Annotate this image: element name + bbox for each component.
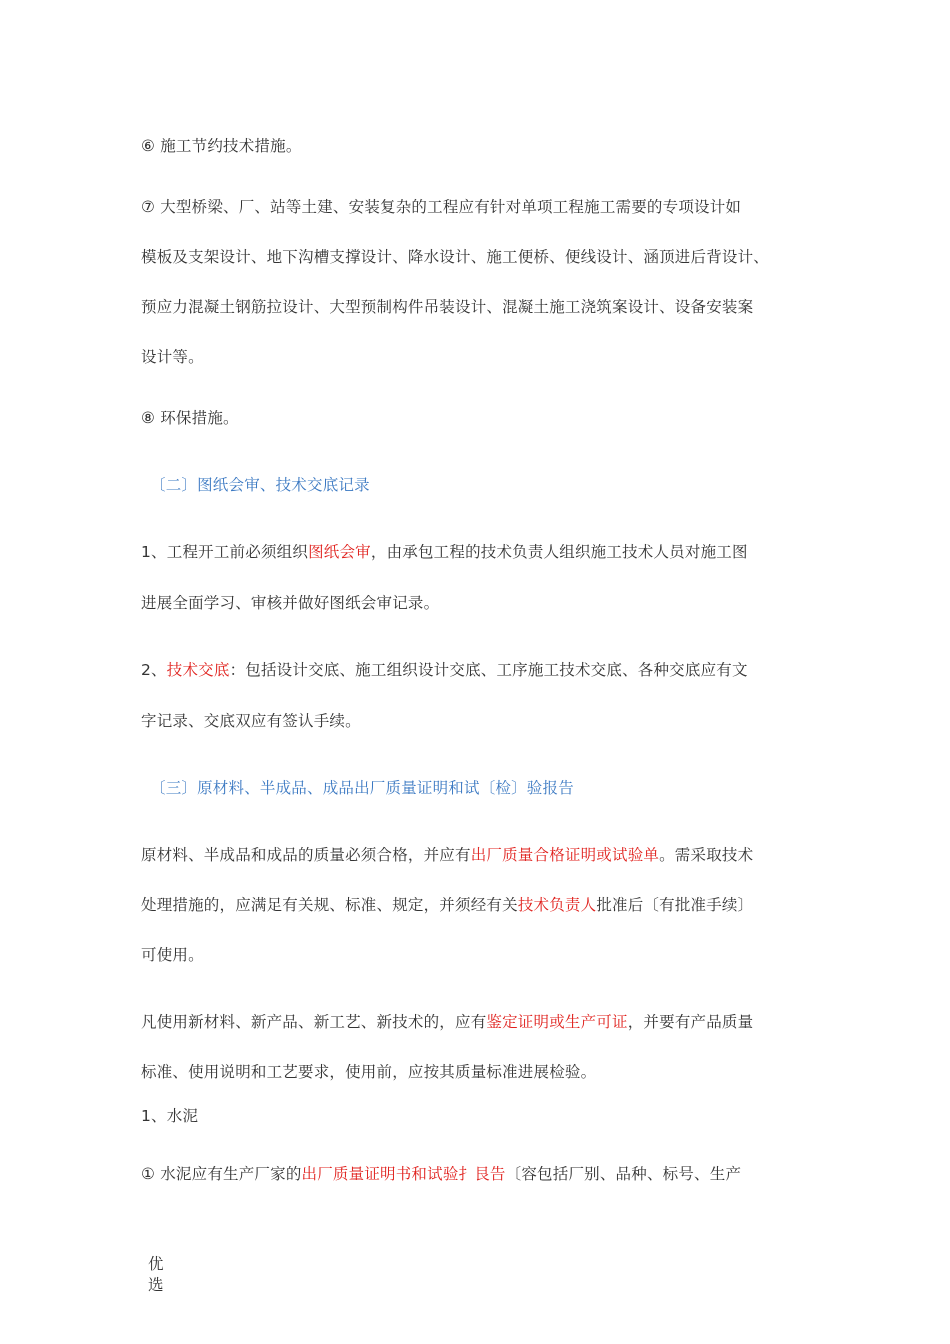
paragraph-1-line-1 <box>141 541 748 563</box>
section-heading-2: 〔二〕图纸会审、技术交底记录 <box>150 476 370 494</box>
paragraph-2-line-1 <box>141 659 748 681</box>
subsection-cement-title: 1、水泥 <box>141 1107 199 1125</box>
paragraph-4-text-c: ，并要有产品质量 <box>627 1013 754 1031</box>
item-7-text-line-1: ⑦ 大型桥梁、厂、站等土建、安装复杂的工程应有针对单项工程施工需要的专项设计如 <box>141 198 742 216</box>
paragraph-1-highlight: 图纸会审 <box>308 543 371 561</box>
paragraph-3-highlight-2: 技术负责人 <box>517 896 597 914</box>
paragraph-1-text-c: ，由承包工程的技术负责人组织施工技术人员对施工图 <box>370 543 748 561</box>
paragraph-3-text-a: 原材料、半成品和成品的质量必须合格，并应有 <box>141 846 471 864</box>
paragraph-3-line-2 <box>141 894 753 916</box>
paragraph-2-highlight: 技术交底 <box>166 661 230 679</box>
paragraph-3-highlight-1: 出厂质量合格证明或试验单 <box>470 846 660 864</box>
item-7-text-line-2: 模板及支架设计、地下沟槽支撑设计、降水设计、施工便桥、便线设计、涵顶进后背设计、 <box>141 248 770 266</box>
cement-item-1-text-c: 〔容包括厂别、品种、标号、生产 <box>505 1165 742 1183</box>
paragraph-3-text-d: 处理措施的，应满足有关规、标准、规定，并须经有关 <box>141 896 518 914</box>
paragraph-3-line-1 <box>141 844 753 866</box>
paragraph-4-highlight: 鉴定证明或生产可证 <box>486 1013 628 1031</box>
paragraph-2-text-a: 2、 <box>141 661 167 679</box>
paragraph-1-line-2: 进展全面学习、审核并做好图纸会审记录。 <box>141 594 440 612</box>
item-7-text-line-4: 设计等。 <box>141 348 204 366</box>
paragraph-1-text-a: 1、工程开工前必须组织 <box>141 543 309 561</box>
paragraph-2-text-c: ：包括设计交底、施工组织设计交底、工序施工技术交底、各种交底应有文 <box>229 661 748 679</box>
paragraph-4-line-1 <box>141 1011 753 1033</box>
paragraph-3-text-f: 批准后〔有批准手续〕 <box>596 896 754 914</box>
paragraph-3-line-3: 可使用。 <box>141 946 204 964</box>
item-6-text: ⑥ 施工节约技术措施。 <box>141 137 302 155</box>
section-heading-3: 〔三〕原材料、半成品、成品出厂质量证明和试〔检〕验报告 <box>150 779 574 797</box>
paragraph-4-line-2: 标准、使用说明和工艺要求，使用前，应按其质量标准进展检验。 <box>141 1063 597 1081</box>
paragraph-4-text-a: 凡使用新材料、新产品、新工艺、新技术的，应有 <box>141 1013 487 1031</box>
cement-item-1-text-a: ① 水泥应有生产厂家的 <box>141 1165 302 1183</box>
cement-item-1-highlight: 出厂质量证明书和试验扌艮告 <box>301 1165 506 1183</box>
paragraph-2-line-2: 字记录、交底双应有签认手续。 <box>141 712 361 730</box>
page-footer-label: 优选 <box>148 1255 164 1294</box>
paragraph-3-text-c: 。需采取技术 <box>659 846 754 864</box>
cement-item-1-line-1 <box>141 1163 741 1185</box>
item-8-text: ⑧ 环保措施。 <box>141 409 239 427</box>
item-7-text-line-3: 预应力混凝土钢筋拉设计、大型预制构件吊装设计、混凝土施工浇筑案设计、设备安装案 <box>141 298 754 316</box>
